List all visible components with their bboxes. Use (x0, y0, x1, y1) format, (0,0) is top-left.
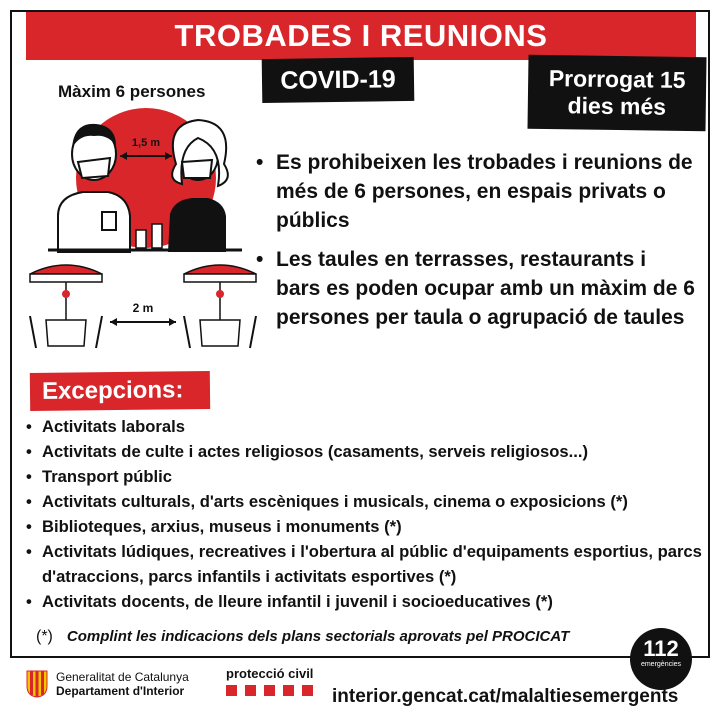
covid-tag: COVID-19 (262, 57, 415, 103)
max-people-label: Màxim 6 persones (58, 82, 206, 101)
people-distance-illustration (28, 104, 258, 254)
gencat-logo (26, 670, 189, 698)
emergency-number: 112 (643, 636, 679, 661)
exception-item: • Transport públic (24, 464, 708, 489)
exception-item: • Activitats laborals (24, 414, 708, 439)
rule-item: • Les taules en terrasses, restaurants i bars es poden ocupar amb un màxim de 6 persones per taula o agrupació de taules (256, 245, 696, 332)
proteccio-civil-logo (226, 666, 313, 696)
footnote-mark: (*) (36, 628, 53, 645)
catalan-shield-icon (26, 670, 48, 698)
exception-item: • Activitats docents, de lleure infantil i juvenil i socioeducatives (*) (24, 589, 708, 614)
footnote (36, 628, 569, 646)
distance-people-label: 1,5 m (131, 137, 161, 149)
emergency-112-badge (630, 628, 692, 690)
exceptions-heading: Excepcions: (30, 371, 210, 411)
page-title: TROBADES I REUNIONS (174, 18, 548, 53)
terrace-table-icon (30, 265, 102, 348)
terrace-table-icon (184, 265, 256, 348)
beer-glass-icon (136, 230, 146, 248)
rules-list (256, 148, 696, 342)
proteccio-civil-squares-icon (226, 685, 313, 696)
extension-line-2: dies més (567, 92, 667, 120)
beer-glass-icon (152, 224, 162, 248)
extension-line-1: Prorrogat 15 (548, 65, 686, 93)
terrace-tables-illustration (26, 256, 266, 356)
distance-tables-label: 2 m (132, 301, 154, 315)
exception-item: • Activitats de culte i actes religiosos (casaments, serveis religiosos...) (24, 439, 708, 464)
department-name: Departament d'Interior (56, 684, 185, 698)
exception-item: • Biblioteques, arxius, museus i monuments (*) (24, 514, 708, 539)
emergency-label: emergències (640, 661, 682, 668)
extension-tag (527, 55, 706, 131)
proteccio-civil-label: protecció civil (226, 666, 314, 681)
exception-item: • Activitats lúdiques, recreatives i l'obertura al públic d'equipaments esportius, parcs d'atraccions, parcs infantils i activitats esportives (*) (24, 539, 708, 589)
gencat-name: Generalitat de Catalunya (56, 670, 189, 684)
exceptions-list (24, 414, 708, 614)
rule-item: • Es prohibeixen les trobades i reunions de més de 6 persones, en espais privats o públics (256, 148, 696, 235)
website-url: interior.gencat.cat/malaltiesemergents (332, 686, 679, 707)
footnote-text: Complint les indicacions dels plans sectorials aprovats pel PROCICAT (66, 628, 570, 645)
exception-item: • Activitats culturals, d'arts escèniques i musicals, cinema o exposicions (*) (24, 489, 708, 514)
title-banner (26, 12, 696, 60)
